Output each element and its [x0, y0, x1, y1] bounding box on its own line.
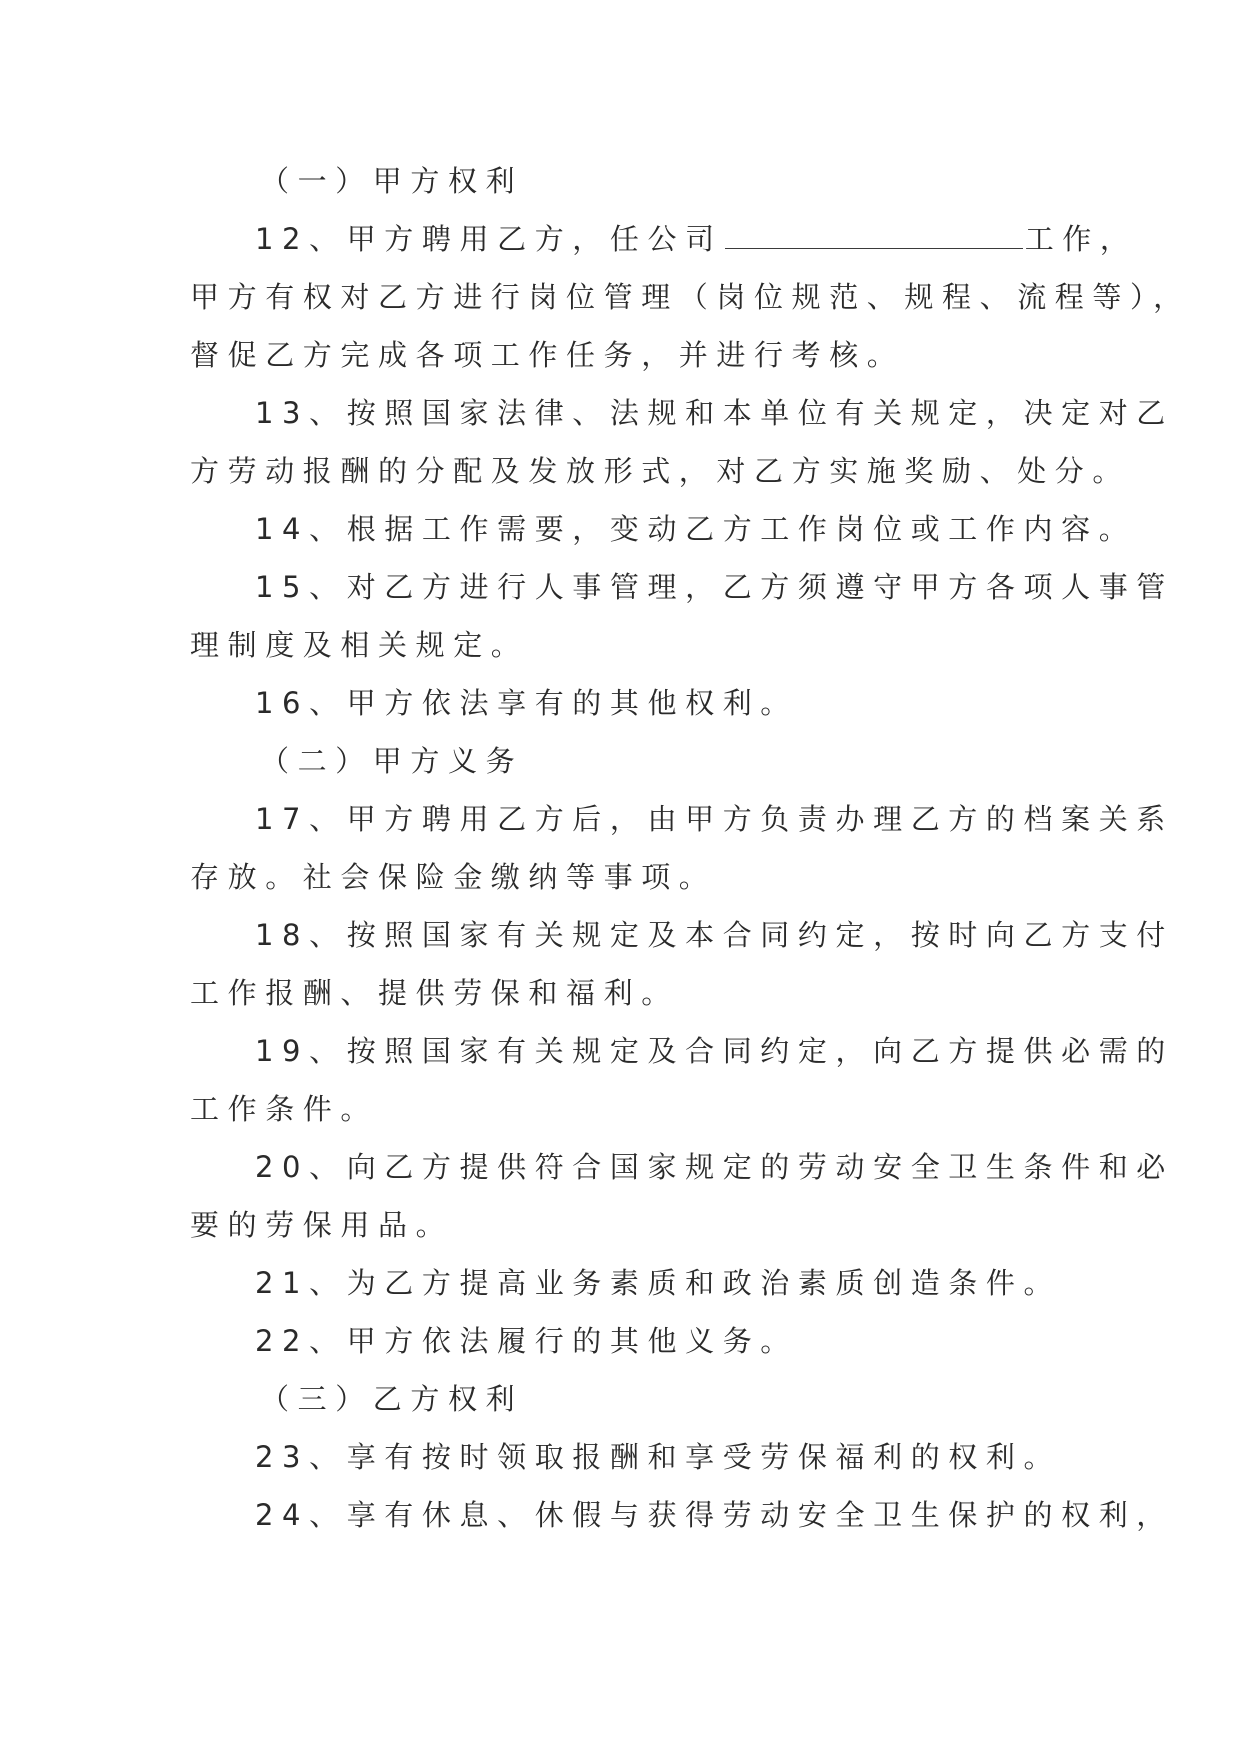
- section-heading-party-a-rights: （一）甲方权利: [260, 164, 524, 198]
- clause-24-line-1: 24、享有休息、休假与获得劳动安全卫生保护的权利，: [255, 1498, 1174, 1532]
- clause-19-line-2: 工作条件。: [190, 1092, 379, 1126]
- clause-13-line-2: 方劳动报酬的分配及发放形式，对乙方实施奖励、处分。: [190, 454, 1131, 488]
- clause-20-line-2: 要的劳保用品。: [190, 1208, 454, 1242]
- clause-12-prefix: 12、甲方聘用乙方，任公司: [255, 222, 723, 256]
- clause-15-line-1: 15、对乙方进行人事管理，乙方须遵守甲方各项人事管: [255, 570, 1174, 604]
- section-heading-party-b-rights: （三）乙方权利: [260, 1382, 524, 1416]
- clause-14-line-1: 14、根据工作需要，变动乙方工作岗位或工作内容。: [255, 512, 1137, 546]
- position-blank-field[interactable]: [725, 224, 1023, 249]
- clause-18-line-2: 工作报酬、提供劳保和福利。: [190, 976, 679, 1010]
- clause-15-line-2: 理制度及相关规定。: [190, 628, 529, 662]
- clause-23-line-1: 23、享有按时领取报酬和享受劳保福利的权利。: [255, 1440, 1062, 1474]
- clause-12-line-3: 督促乙方完成各项工作任务，并进行考核。: [190, 338, 905, 372]
- clause-21-line-1: 21、为乙方提高业务素质和政治素质创造条件。: [255, 1266, 1062, 1300]
- clause-19-line-1: 19、按照国家有关规定及合同约定，向乙方提供必需的: [255, 1034, 1174, 1068]
- clause-17-line-2: 存放。社会保险金缴纳等事项。: [190, 860, 717, 894]
- section-heading-party-a-duties: （二）甲方义务: [260, 744, 524, 778]
- clause-12-line-1: [255, 221, 1138, 257]
- clause-16-line-1: 16、甲方依法享有的其他权利。: [255, 686, 798, 720]
- clause-18-line-1: 18、按照国家有关规定及本合同约定，按时向乙方支付: [255, 918, 1174, 952]
- clause-12-suffix: 工作，: [1024, 222, 1138, 256]
- clause-20-line-1: 20、向乙方提供符合国家规定的劳动安全卫生条件和必: [255, 1150, 1174, 1184]
- clause-13-line-1: 13、按照国家法律、法规和本单位有关规定，决定对乙: [255, 396, 1174, 430]
- clause-22-line-1: 22、甲方依法履行的其他义务。: [255, 1324, 798, 1358]
- clause-17-line-1: 17、甲方聘用乙方后，由甲方负责办理乙方的档案关系: [255, 802, 1174, 836]
- clause-12-line-2: 甲方有权对乙方进行岗位管理（岗位规范、规程、流程等），: [190, 280, 1191, 314]
